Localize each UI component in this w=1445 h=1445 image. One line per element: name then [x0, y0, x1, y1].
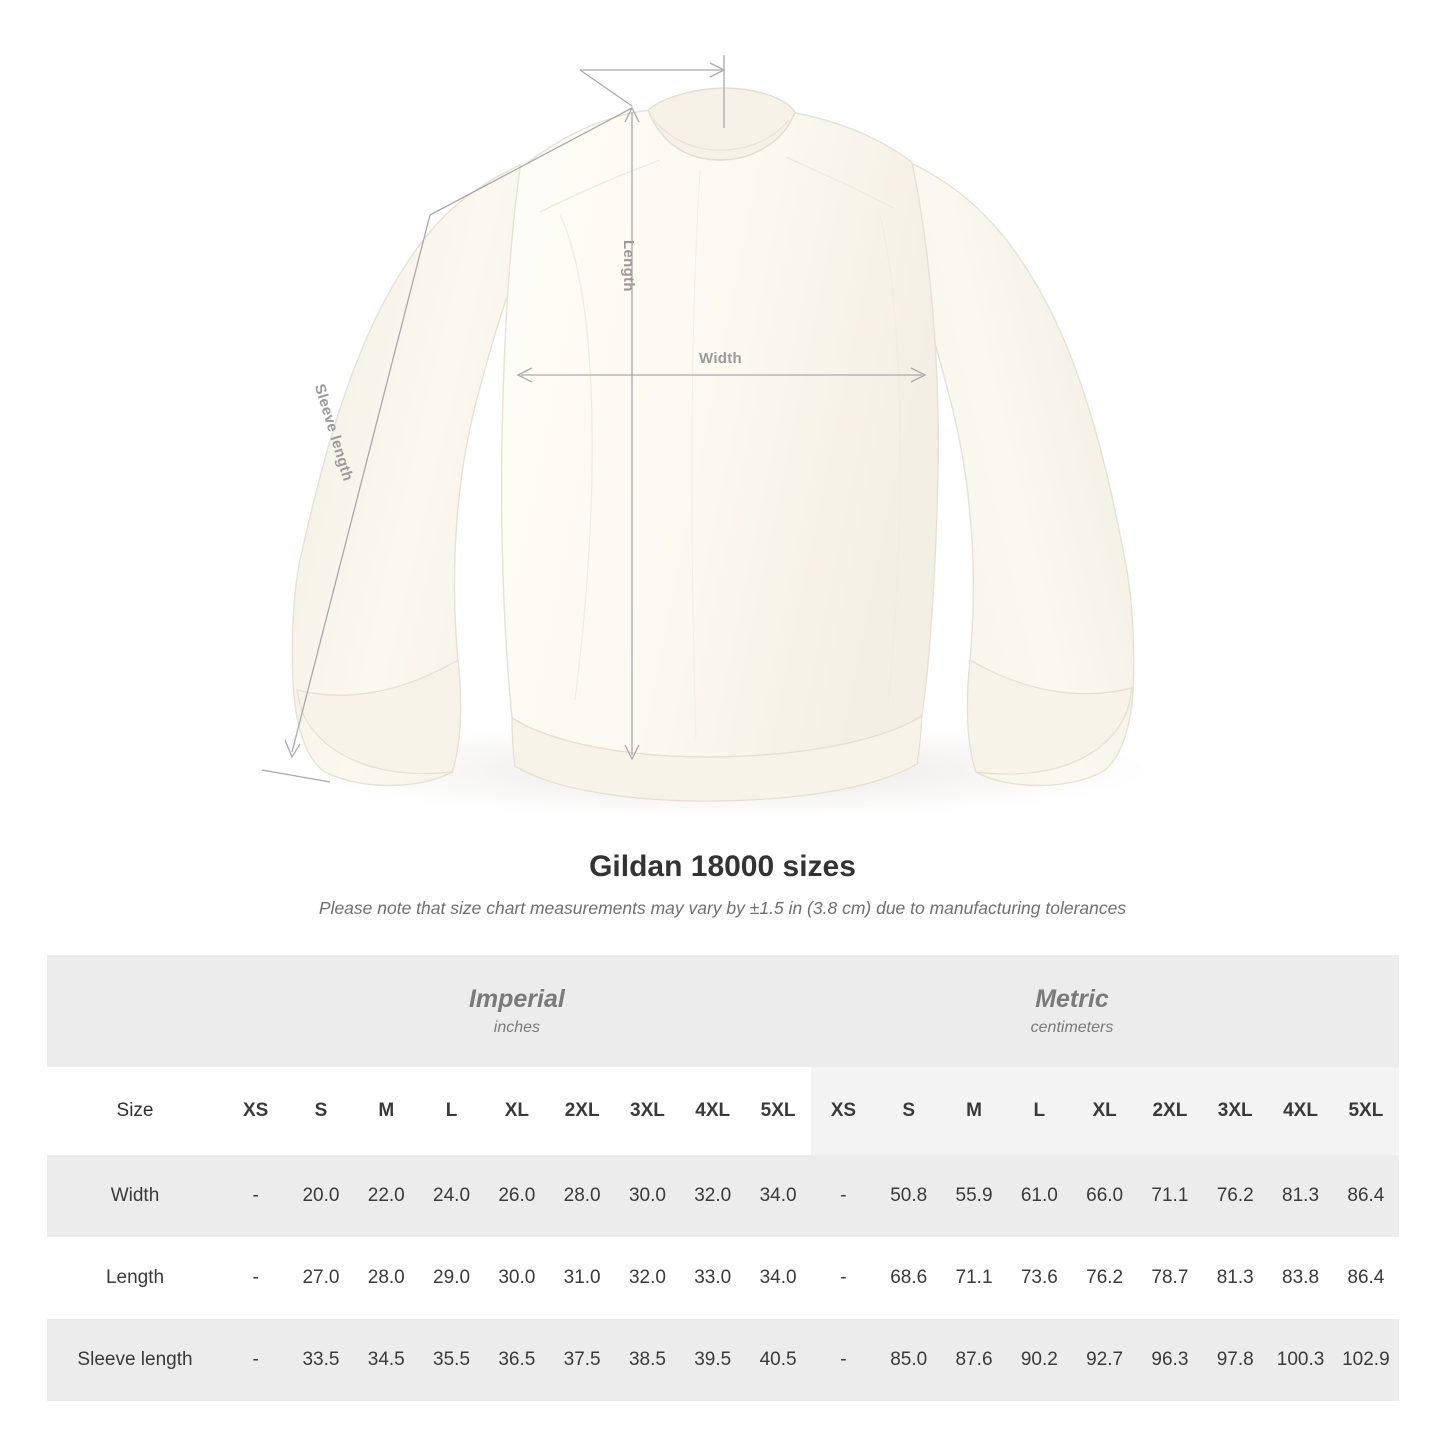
cell-width-l-metric: 61.0 — [1007, 1155, 1072, 1237]
column-header-l-metric: L — [1007, 1067, 1072, 1155]
cell-length-4xl-imperial: 33.0 — [680, 1237, 745, 1319]
page-title: Gildan 18000 sizes — [589, 850, 856, 883]
cell-length-l-metric: 73.6 — [1007, 1237, 1072, 1319]
cell-width-3xl-imperial: 30.0 — [615, 1155, 680, 1237]
sleeve-length-label: Sleeve length — [310, 382, 357, 484]
cell-sleeve-length-xl-metric: 92.7 — [1072, 1319, 1137, 1401]
cell-width-5xl-metric: 86.4 — [1333, 1155, 1398, 1237]
column-header-4xl-imperial: 4XL — [680, 1067, 745, 1155]
column-header-5xl-imperial: 5XL — [745, 1067, 810, 1155]
column-header-xs-metric: XS — [811, 1067, 876, 1155]
unit-header-spacer-right — [1333, 955, 1398, 1067]
cell-width-5xl-imperial: 34.0 — [745, 1155, 810, 1237]
cell-length-s-imperial: 27.0 — [288, 1237, 353, 1319]
cell-width-2xl-metric: 71.1 — [1137, 1155, 1202, 1237]
cell-sleeve-length-xs-imperial: - — [223, 1319, 288, 1401]
size-chart-table — [47, 955, 1399, 1401]
column-header-5xl-metric: 5XL — [1333, 1067, 1398, 1155]
cell-sleeve-length-4xl-imperial: 39.5 — [680, 1319, 745, 1401]
width-label: Width — [699, 350, 743, 367]
cell-sleeve-length-m-imperial: 34.5 — [354, 1319, 419, 1401]
cell-sleeve-length-2xl-imperial: 37.5 — [549, 1319, 614, 1401]
cell-length-xl-imperial: 30.0 — [484, 1237, 549, 1319]
cell-length-4xl-metric: 83.8 — [1268, 1237, 1333, 1319]
cell-width-4xl-imperial: 32.0 — [680, 1155, 745, 1237]
imperial-subtitle: inches — [493, 1019, 541, 1037]
tolerance-note: Please note that size chart measurements may vary by ±1.5 in (3.8 cm) due to manufacturing tolerances — [318, 898, 1127, 918]
cell-width-m-metric: 55.9 — [941, 1155, 1006, 1237]
row-label-width: Width — [47, 1155, 223, 1237]
cell-sleeve-length-l-metric: 90.2 — [1007, 1319, 1072, 1401]
column-header-row — [47, 1067, 1399, 1155]
cell-sleeve-length-xl-imperial: 36.5 — [484, 1319, 549, 1401]
column-header-xl-imperial: XL — [484, 1067, 549, 1155]
cell-length-m-imperial: 28.0 — [354, 1237, 419, 1319]
size-table-wrapper — [0, 955, 1445, 1401]
imperial-header — [223, 955, 811, 1067]
unit-header-spacer — [47, 955, 223, 1067]
cell-width-l-imperial: 24.0 — [419, 1155, 484, 1237]
cell-sleeve-length-3xl-imperial: 38.5 — [615, 1319, 680, 1401]
size-header-cell: Size — [47, 1067, 223, 1155]
cell-sleeve-length-s-imperial: 33.5 — [288, 1319, 353, 1401]
column-header-2xl-metric: 2XL — [1137, 1067, 1202, 1155]
length-label: Length — [620, 240, 637, 292]
metric-title: Metric — [1035, 984, 1109, 1013]
cell-width-2xl-imperial: 28.0 — [549, 1155, 614, 1237]
metric-subtitle: centimeters — [1030, 1019, 1114, 1037]
table-row-width — [47, 1155, 1399, 1237]
row-label-length: Length — [47, 1237, 223, 1319]
cell-length-2xl-imperial: 31.0 — [549, 1237, 614, 1319]
cell-sleeve-length-xs-metric: - — [811, 1319, 876, 1401]
cell-length-3xl-imperial: 32.0 — [615, 1237, 680, 1319]
table-row-length — [47, 1237, 1399, 1319]
cell-width-4xl-metric: 81.3 — [1268, 1155, 1333, 1237]
cell-width-s-imperial: 20.0 — [288, 1155, 353, 1237]
cell-length-xl-metric: 76.2 — [1072, 1237, 1137, 1319]
cell-length-3xl-metric: 81.3 — [1203, 1237, 1268, 1319]
cell-width-s-metric: 50.8 — [876, 1155, 941, 1237]
column-header-m-imperial: M — [354, 1067, 419, 1155]
cell-sleeve-length-4xl-metric: 100.3 — [1268, 1319, 1333, 1401]
column-header-s-imperial: S — [288, 1067, 353, 1155]
cell-width-xl-metric: 66.0 — [1072, 1155, 1137, 1237]
cell-width-xs-metric: - — [811, 1155, 876, 1237]
cell-length-2xl-metric: 78.7 — [1137, 1237, 1202, 1319]
cell-length-s-metric: 68.6 — [876, 1237, 941, 1319]
cell-length-5xl-metric: 86.4 — [1333, 1237, 1398, 1319]
cell-length-m-metric: 71.1 — [941, 1237, 1006, 1319]
row-label-sleeve-length: Sleeve length — [47, 1319, 223, 1401]
cell-sleeve-length-s-metric: 85.0 — [876, 1319, 941, 1401]
column-header-s-metric: S — [876, 1067, 941, 1155]
column-header-3xl-metric: 3XL — [1203, 1067, 1268, 1155]
column-header-l-imperial: L — [419, 1067, 484, 1155]
cell-length-l-imperial: 29.0 — [419, 1237, 484, 1319]
cell-width-xl-imperial: 26.0 — [484, 1155, 549, 1237]
cell-length-xs-imperial: - — [223, 1237, 288, 1319]
column-header-3xl-imperial: 3XL — [615, 1067, 680, 1155]
unit-header-row — [47, 955, 1399, 1067]
cell-width-xs-imperial: - — [223, 1155, 288, 1237]
cell-sleeve-length-l-imperial: 35.5 — [419, 1319, 484, 1401]
column-header-xl-metric: XL — [1072, 1067, 1137, 1155]
title-block — [0, 850, 1445, 919]
column-header-2xl-imperial: 2XL — [549, 1067, 614, 1155]
column-header-m-metric: M — [941, 1067, 1006, 1155]
column-header-xs-imperial: XS — [223, 1067, 288, 1155]
cell-sleeve-length-3xl-metric: 97.8 — [1203, 1319, 1268, 1401]
cell-length-xs-metric: - — [811, 1237, 876, 1319]
cell-sleeve-length-5xl-metric: 102.9 — [1333, 1319, 1398, 1401]
column-header-4xl-metric: 4XL — [1268, 1067, 1333, 1155]
cell-sleeve-length-m-metric: 87.6 — [941, 1319, 1006, 1401]
cell-sleeve-length-5xl-imperial: 40.5 — [745, 1319, 810, 1401]
cell-width-m-imperial: 22.0 — [354, 1155, 419, 1237]
metric-header — [811, 955, 1333, 1067]
cell-width-3xl-metric: 76.2 — [1203, 1155, 1268, 1237]
imperial-title: Imperial — [468, 984, 565, 1013]
cell-length-5xl-imperial: 34.0 — [745, 1237, 810, 1319]
cell-sleeve-length-2xl-metric: 96.3 — [1137, 1319, 1202, 1401]
table-row-sleeve-length — [47, 1319, 1399, 1401]
